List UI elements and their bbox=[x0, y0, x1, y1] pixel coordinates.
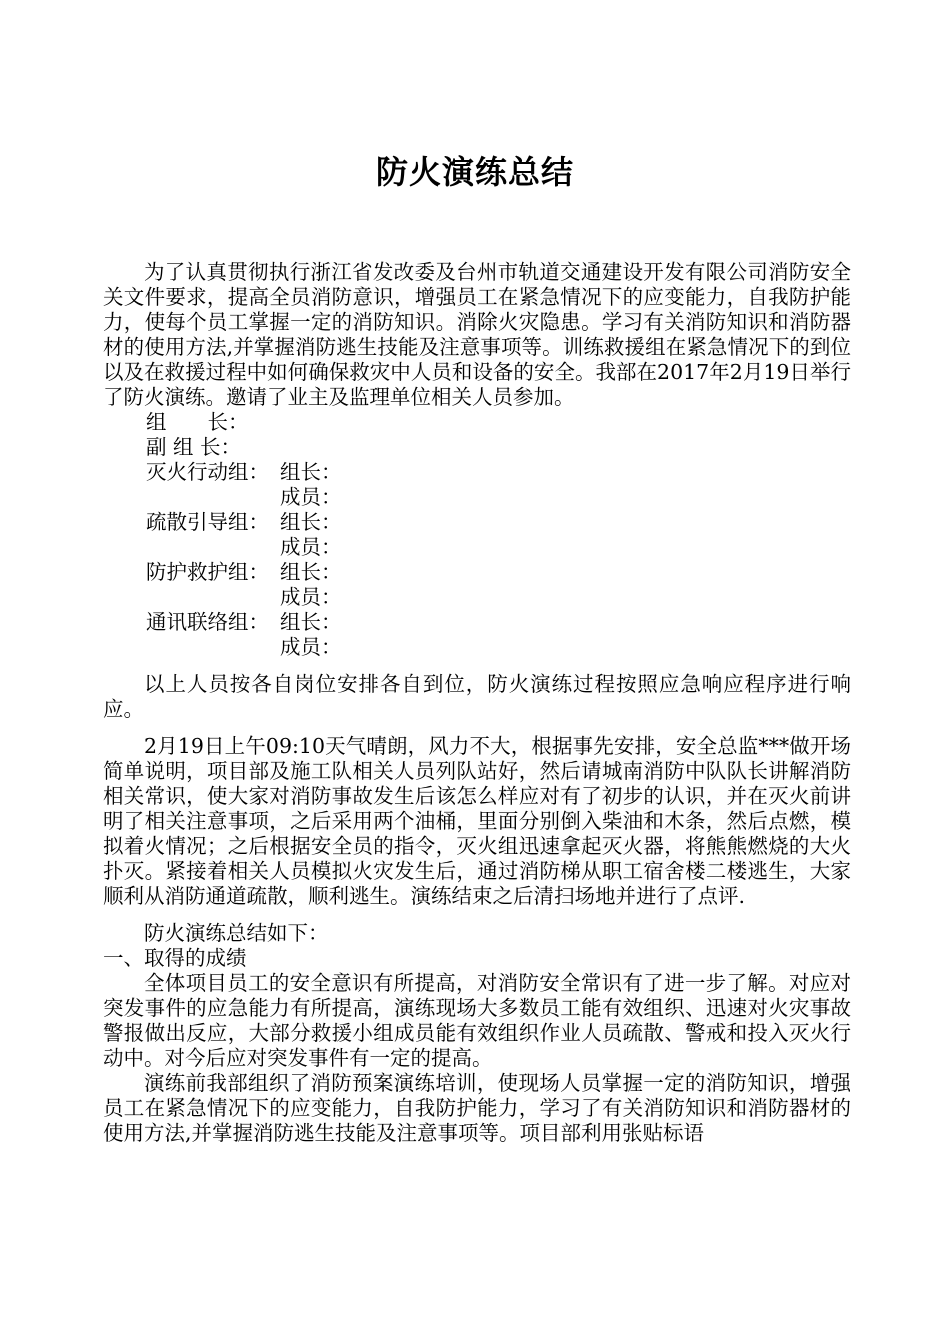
group-row bbox=[103, 560, 851, 585]
intro-paragraph: 为了认真贯彻执行浙江省发改委及台州市轨道交通建设开发有限公司消防安全关文件要求，提高全员消防意识，增强员工在紧急情况下的应变能力，自我防护能力，使每个员工掌握一定的消防知识。消除火灾隐患。学习有关消防知识和消防器材的使用方法,并掌握消防逃生技能及注意事项等。训练救援组在紧急情况下的到位以及在救援过程中如何确保救灾中人员和设备的安全。我部在2017年2月19日举行了防火演练。邀请了业主及监理单位相关人员参加。 bbox=[103, 260, 851, 409]
group-leader-label: 组长： bbox=[280, 560, 342, 584]
group-members-label: 成员： bbox=[280, 585, 342, 609]
role-leader-label: 组 长： bbox=[146, 410, 249, 434]
positions-paragraph: 以上人员按各自岗位安排各自到位，防火演练过程按照应急响应程序进行响应。 bbox=[103, 672, 851, 721]
group-leader-label: 组长： bbox=[280, 610, 342, 634]
group-leader-label: 组长： bbox=[280, 510, 342, 534]
document-body bbox=[103, 260, 851, 1146]
group-name: 通讯联络组： bbox=[146, 610, 269, 634]
group-name: 防护救护组： bbox=[146, 560, 269, 584]
group-members-label: 成员： bbox=[280, 485, 342, 509]
document-title: 防火演练总结 bbox=[375, 153, 574, 191]
role-deputy-leader-label: 副 组 长： bbox=[146, 435, 242, 459]
role-deputy-leader bbox=[103, 435, 851, 460]
group-row bbox=[103, 610, 851, 635]
group-leader-label: 组长： bbox=[280, 460, 342, 484]
role-leader bbox=[103, 410, 851, 435]
group-row bbox=[103, 460, 851, 485]
group-name: 灭火行动组： bbox=[146, 460, 269, 484]
section-heading: 一、取得的成绩 bbox=[103, 946, 247, 970]
group-members-label: 成员： bbox=[280, 535, 342, 559]
achievement-paragraph: 全体项目员工的安全意识有所提高，对消防安全常识有了进一步了解。对应对突发事件的应急能力有所提高，演练现场大多数员工能有效组织、迅速对火灾事故警报做出反应，大部分救援小组成员能有效组织作业人员疏散、警戒和投入灭火行动中。对今后应对突发事件有一定的提高。 bbox=[103, 971, 851, 1070]
training-paragraph: 演练前我部组织了消防预案演练培训，使现场人员掌握一定的消防知识，增强员工在紧急情况下的应变能力，自我防护能力，学习了有关消防知识和消防器材的使用方法,并掌握消防逃生技能及注意事项等。项目部利用张贴标语 bbox=[103, 1071, 851, 1145]
group-name: 疏散引导组： bbox=[146, 510, 269, 534]
group-members-label: 成员： bbox=[280, 635, 342, 659]
process-paragraph: 2月19日上午09:10天气晴朗，风力不大，根据事先安排，安全总监***做开场简单说明，项目部及施工队相关人员列队站好，然后请城南消防中队队长讲解消防相关常识，使大家对消防事故发生后该怎么样应对有了初步的认识，并在灭火前讲明了相关注意事项，之后采用两个油桶，里面分别倒入柴油和木条，然后点燃，模拟着火情况；之后根据安全员的指令，灭火组迅速拿起灭火器，将熊熊燃烧的大火扑灭。紧接着相关人员模拟火灾发生后，通过消防梯从职工宿舍楼二楼逃生，大家顺利从消防通道疏散，顺利逃生。演练结束之后清扫场地并进行了点评. bbox=[103, 734, 851, 908]
group-row bbox=[103, 510, 851, 535]
summary-intro: 防火演练总结如下： bbox=[144, 921, 329, 945]
